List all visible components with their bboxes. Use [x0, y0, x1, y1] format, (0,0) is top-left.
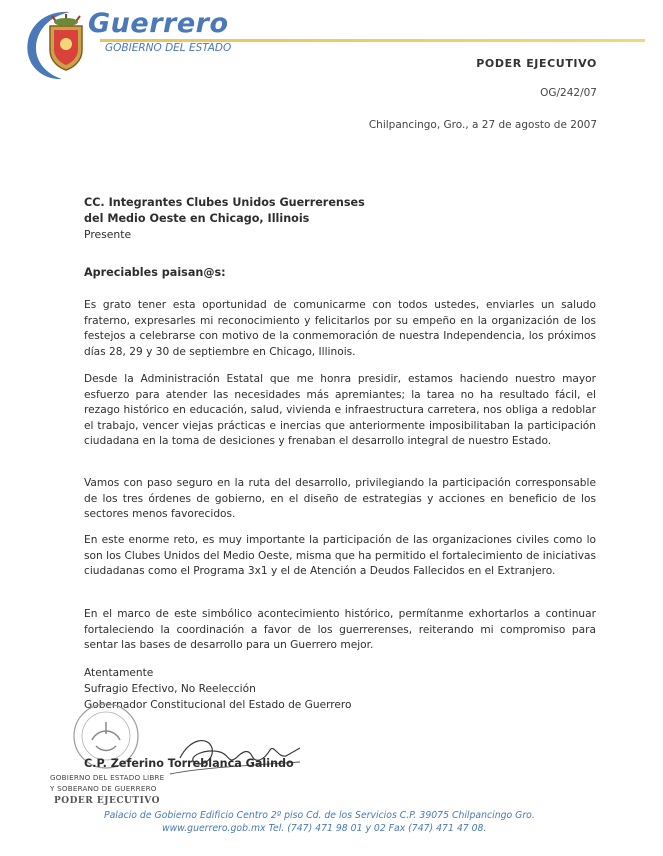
body-paragraph: Desde la Administración Estatal que me honra presidir, estamos haciendo nuestro mayor esfuerzo para atender las necesidades más apremiantes; la tarea no ha resultado fácil, el rezago histórico en educación, salud, vivienda e infraestructura carretera, nos obliga a redoblar el trabajo, vencer viejas prácticas e inercias que anteriormente imposibilitaban la participación ciudadana en la toma de desiciones y frenaban el desarrollo integral de nuestro Estado. [84, 373, 596, 447]
closing-line-3: Gobernador Constitucional del Estado de Guerrero [84, 699, 352, 711]
addressee-line-3: Presente [84, 228, 132, 241]
date-line: Chilpancingo, Gro., a 27 de agosto de 2007 [368, 119, 597, 131]
reference-number: OG/242/07 [540, 87, 597, 99]
brand-subtitle: GOBIERNO DEL ESTADO [105, 42, 232, 54]
greeting: Apreciables paisan@s: [84, 266, 226, 279]
body-paragraph: Vamos con paso seguro en la ruta del desarrollo, privilegiando la participación corresponsable de los tres órdenes de gobierno, en el diseño de estrategias y acciones en beneficio de los sectores menos favorecidos. [84, 477, 596, 520]
body-paragraph: Es grato tener esta oportunidad de comunicarme con todos ustedes, enviarles un saludo fraterno, expresarles mi reconocimiento y felicitarlos por su empeño en la organización de los festejos a celebrarse con motivo de la conmemoración de nuestra Independencia, los próximos días 28, 29 y 30 de septiembre en Chicago, Illinois. [84, 299, 596, 358]
department-label: PODER EJECUTIVO [476, 57, 597, 70]
closing-line-2: Sufragio Efectivo, No Reelección [84, 683, 256, 695]
closing-line-1: Atentamente [84, 667, 154, 679]
addressee-line-2: del Medio Oeste en Chicago, Illinois [84, 212, 310, 225]
addressee-line-1: CC. Integrantes Clubes Unidos Guerrerenses [84, 196, 365, 209]
state-seal-icon [44, 12, 88, 72]
stamp-text-line-2: Y SOBERANO DE GUERRERO [50, 784, 157, 793]
handwritten-signature [160, 718, 310, 788]
brand-name: Guerrero [88, 8, 229, 39]
body-paragraph: En este enorme reto, es muy importante la participación de las organizaciones civiles como lo son los Clubes Unidos del Medio Oeste, misma que ha permitido el fortalecimiento de iniciativas ciudadanas como el Programa 3x1 y el de Atención a Deudos Fallecidos en el Extranjero. [84, 534, 596, 577]
signer-name: C.P. Zeferino Torreblanca Galindo [84, 757, 294, 770]
stamp-text-line-3: PODER EJECUTIVO [54, 796, 160, 806]
stamp-text-line-1: GOBIERNO DEL ESTADO LIBRE [50, 773, 165, 782]
footer-address: Palacio de Gobierno Edificio Centro 2º piso Cd. de los Servicios C.P. 39075 Chilpancingo Gro. [104, 810, 535, 821]
footer-contact: www.guerrero.gob.mx Tel. (747) 471 98 01 y 02 Fax (747) 471 47 08. [162, 823, 487, 834]
body-paragraph: En el marco de este simbólico acontecimiento histórico, permítanme exhortarlos a continuar fortaleciendo la coordinación a favor de los guerrerenses, reiterando mi compromiso para sentar las bases de desarrollo para un Guerrero mejor. [84, 608, 596, 651]
